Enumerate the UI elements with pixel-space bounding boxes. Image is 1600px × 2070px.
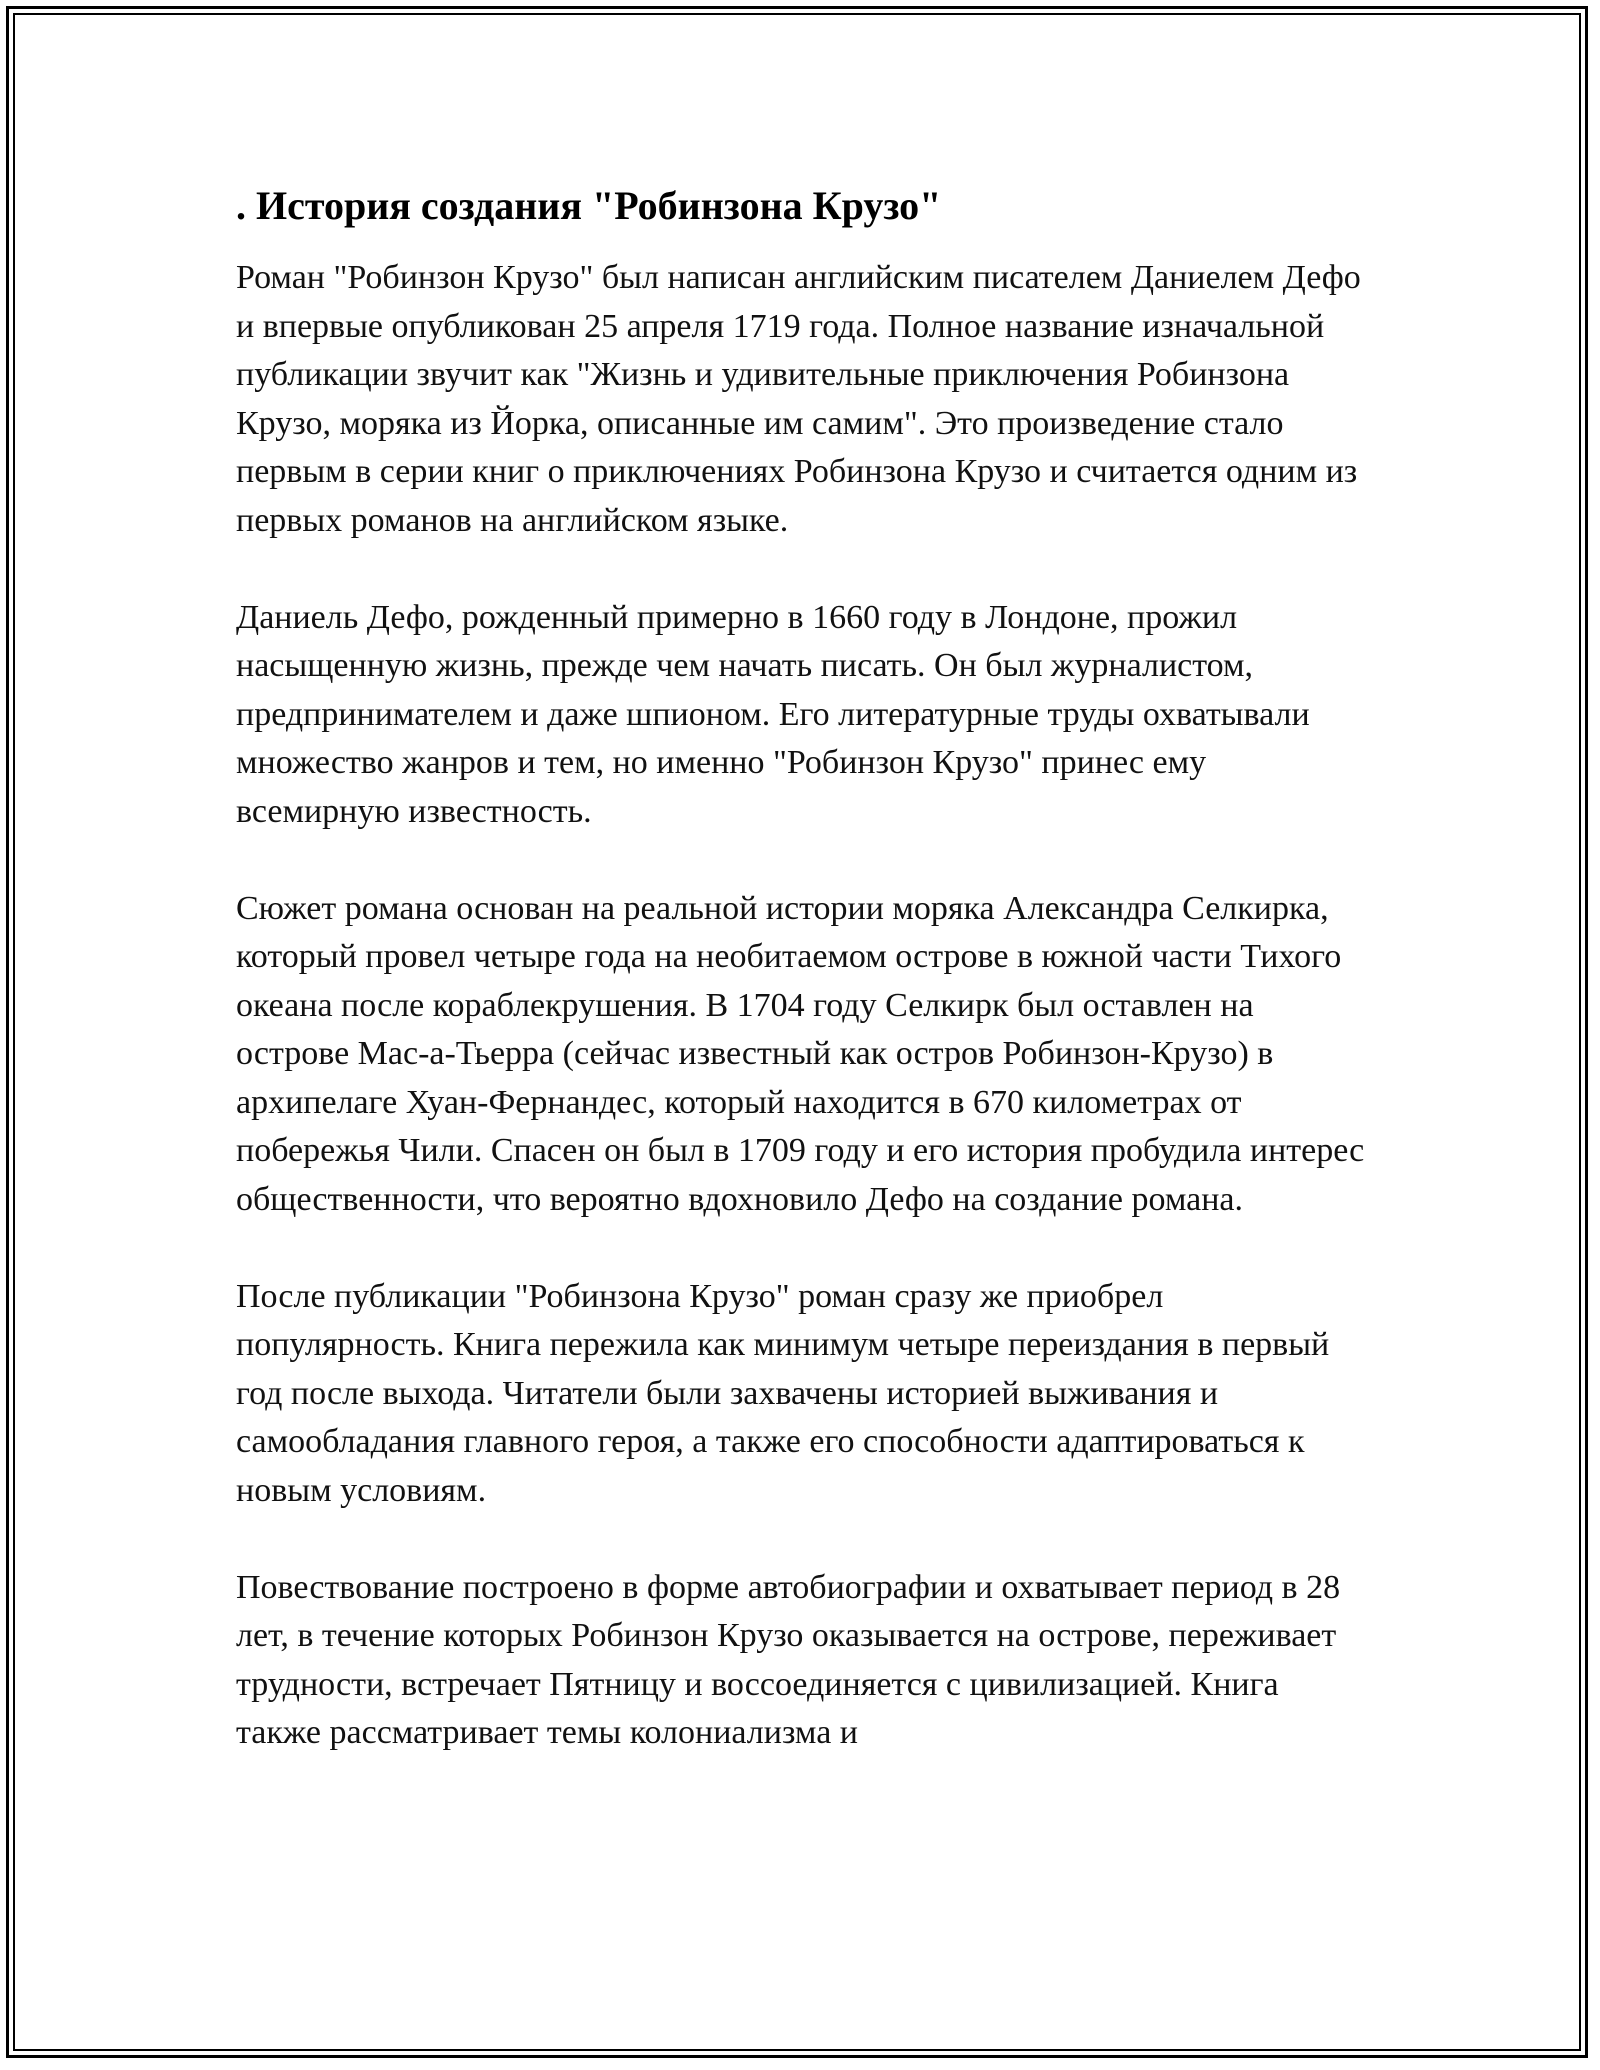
paragraph-narrative: Повествование построено в форме автобиографии и охватывает период в 28 лет, в течение которых Робинзон Крузо оказывается на острове, переживает трудности, встречает Пятницу и воссоединяется с цивилизацией. Книга также рассматривает темы колониализма и (236, 1568, 1341, 1751)
paragraph-publication: Роман "Робинзон Крузо" был написан английским писателем Даниелем Дефо и впервые опубликован 25 апреля 1719 года. Полное название изначальной публикации звучит как "Жизнь и удивительные приключения Робинзона Крузо, моряка из Йорка, описанные им самим". Это произведение стало первым в серии книг о приключениях Робинзона Крузо и считается одним из первых романов на английском языке. (236, 259, 1361, 539)
document-title: . История создания "Робинзона Крузо" (236, 183, 942, 228)
paragraph-popularity: После публикации "Робинзона Крузо" роман сразу же приобрел популярность. Книга пережила как минимум четыре переиздания в первый год после выхода. Читатели были захвачены историей выживания и самообладания главного героя, а также его способности адаптироваться к новым условиям. (236, 1277, 1330, 1509)
paragraph-plot-source: Сюжет романа основан на реальной истории моряка Александра Селкирка, который провел четыре года на необитаемом острове в южной части Тихого океана после кораблекрушения. В 1704 году Селкирк был оставлен на острове Мас-а-Тьерра (сейчас известный как остров Робинзон-Крузо) в архипелаге Хуан-Фернандес, который находится в 670 километрах от побережья Чили. Спасен он был в 1709 году и его история пробудила интерес общественности, что вероятно вдохновило Дефо на создание романа. (236, 889, 1365, 1218)
paragraph-author: Даниель Дефо, рожденный примерно в 1660 году в Лондоне, прожил насыщенную жизнь, прежде чем начать писать. Он был журналистом, предпринимателем и даже шпионом. Его литературные труды охватывали множество жанров и тем, но именно "Робинзон Крузо" принес ему всемирную известность. (236, 598, 1310, 830)
document-body (236, 182, 1368, 1806)
